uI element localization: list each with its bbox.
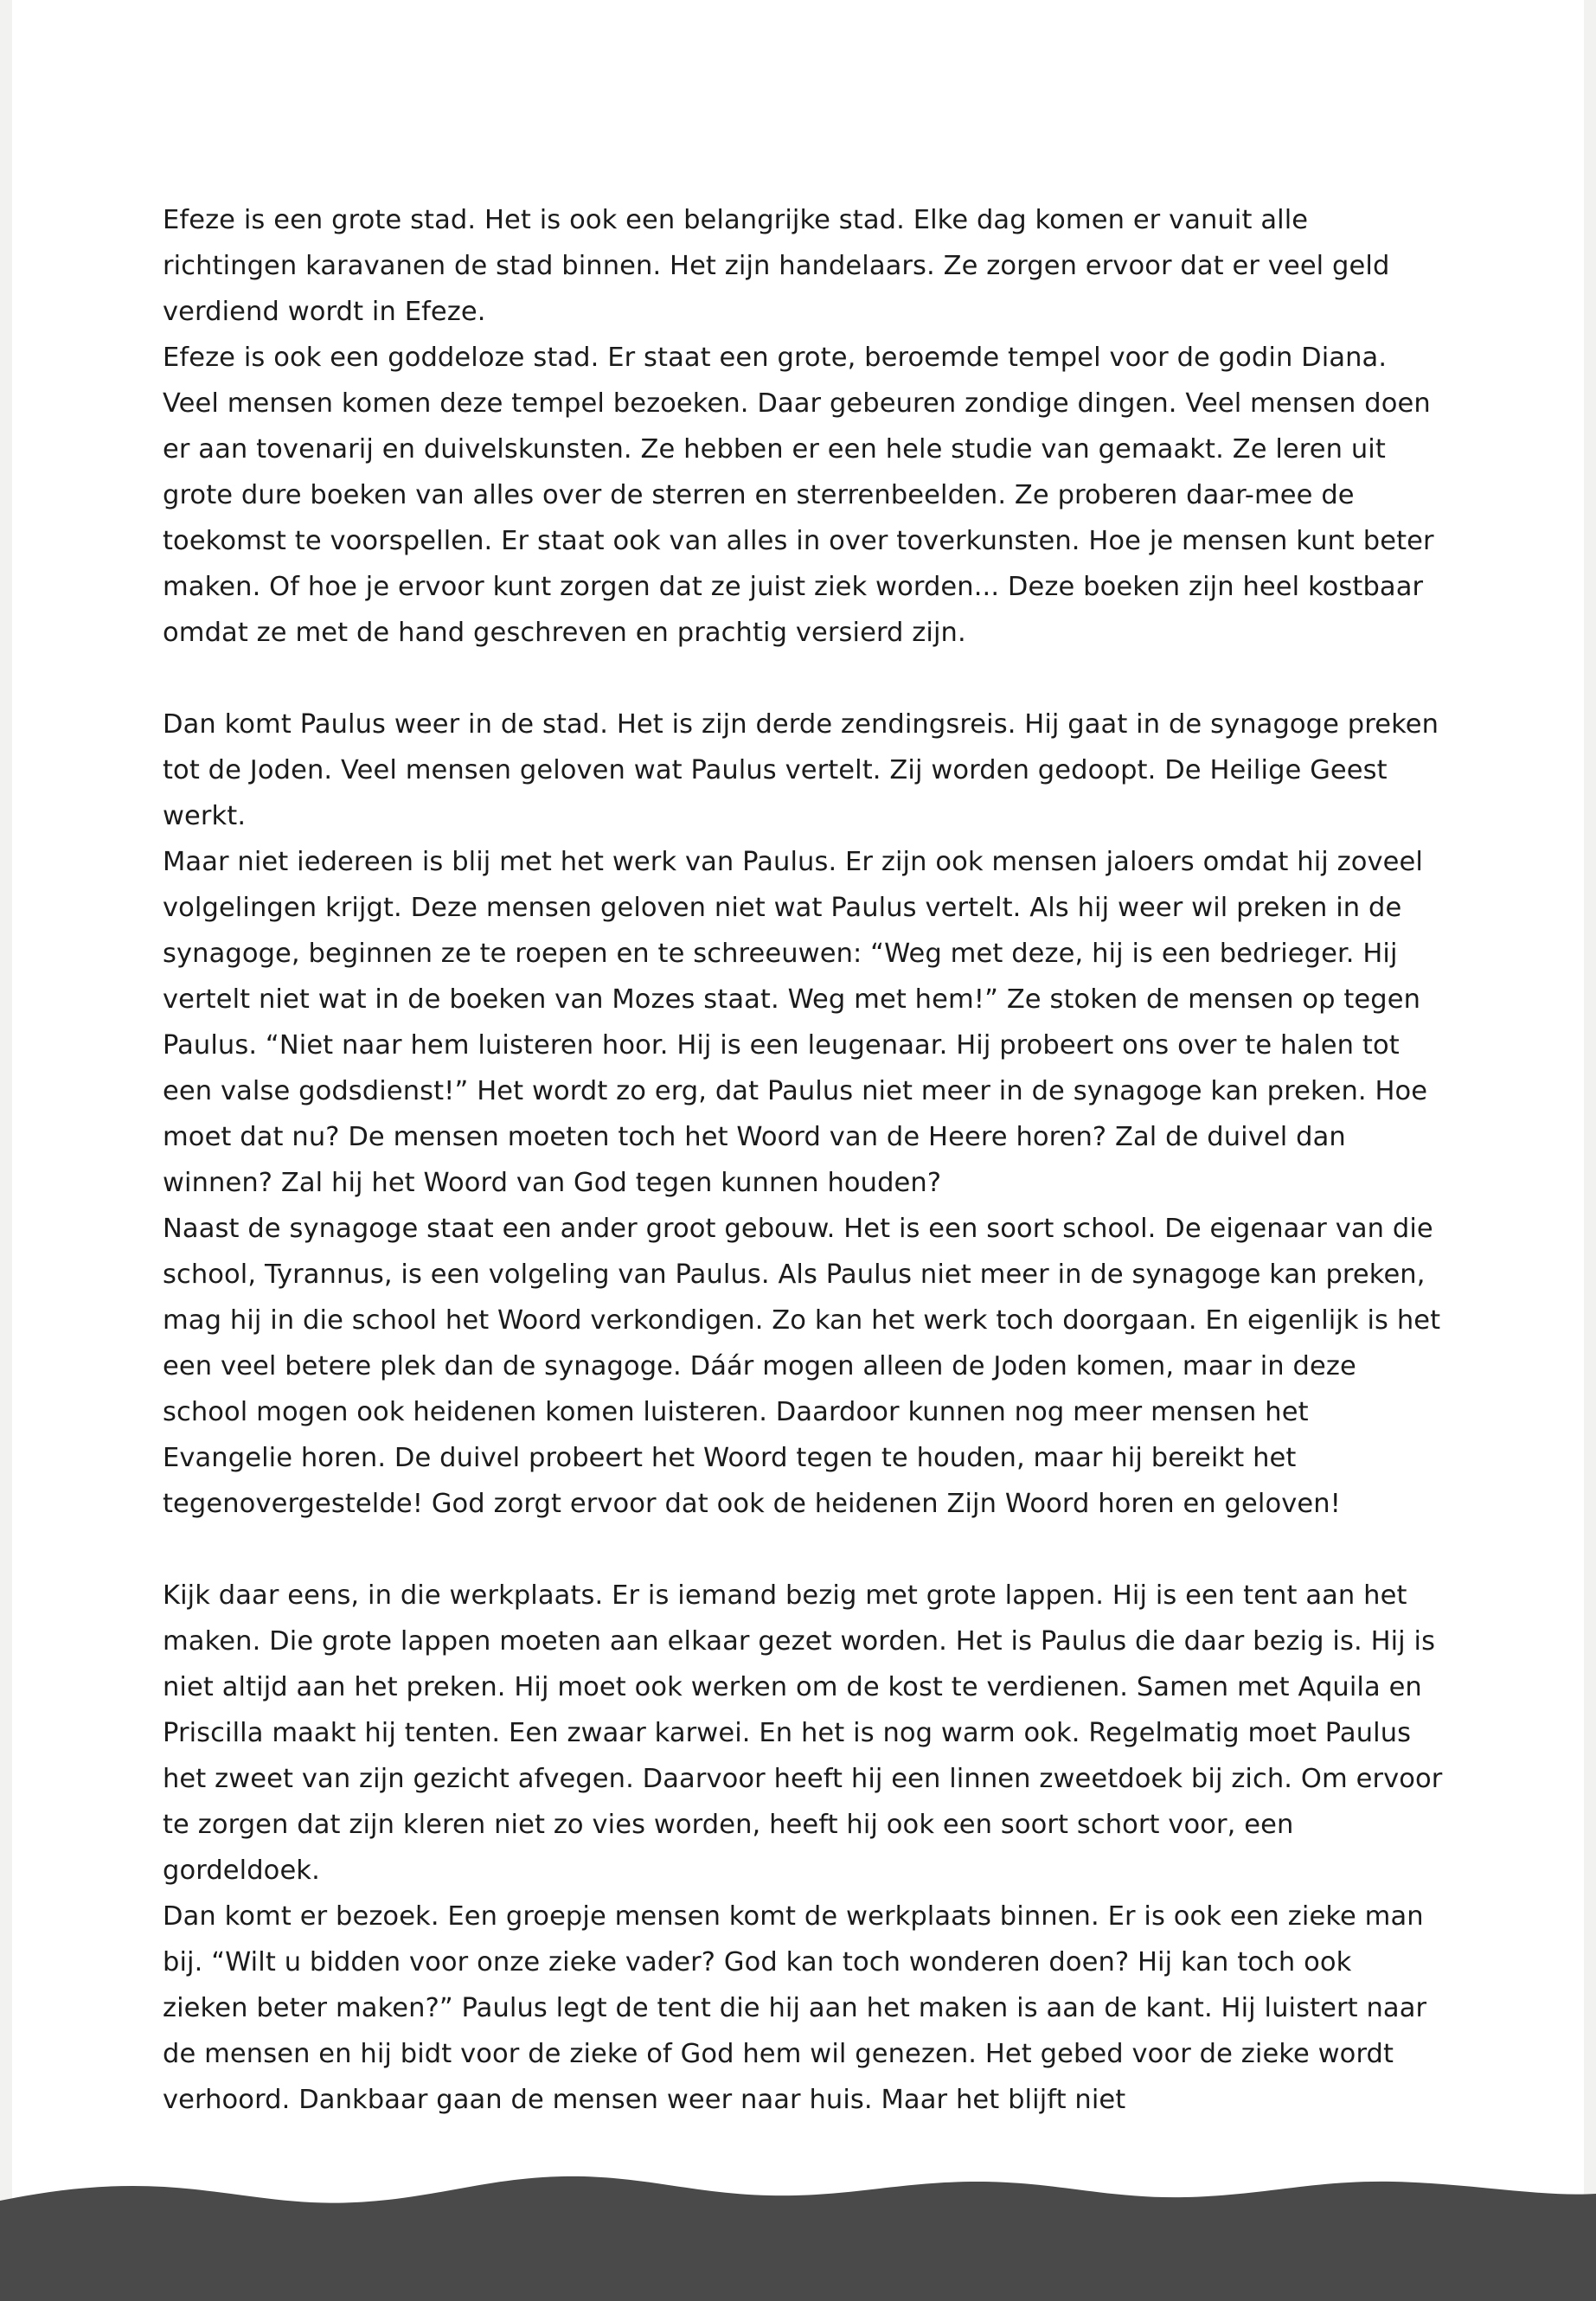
page-edge-right bbox=[1584, 0, 1596, 2301]
paragraph: Dan komt er bezoek. Een groepje mensen komt de werkplaats binnen. Er is ook een zieke man bij. “Wilt u bidden voor onze zieke vader? God kan toch wonderen doen? Hij kan toch ook zieken beter maken?” Paulus legt de tent die hij aan het maken is aan de kant. Hij luistert naar de mensen en hij bidt voor de zieke of God hem wil genezen. Het gebed voor de zieke wordt verhoord. Dankbaar gaan de mensen weer naar huis. Maar het blijft niet bbox=[163, 1901, 1427, 2115]
paragraph: Dan komt Paulus weer in de stad. Het is zijn derde zendingsreis. Hij gaat in de synagoge preken tot de Joden. Veel mensen geloven wat Paulus vertelt. Zij worden gedoopt. De Heilige Geest werkt. bbox=[163, 709, 1439, 831]
page-edge-left bbox=[0, 0, 12, 2301]
footer-band bbox=[0, 2145, 1596, 2301]
paragraph: Kijk daar eens, in die werkplaats. Er is iemand bezig met grote lappen. Hij is een tent aan het maken. Die grote lappen moeten aan elkaar gezet worden. Het is Paulus die daar bezig is. Hij is niet altijd aan het preken. Hij moet ook werken om de kost te verdienen. Samen met Aquila en Priscilla maakt hij tenten. Een zwaar karwei. En het is nog warm ook. Regelmatig moet Paulus het zweet van zijn gezicht afvegen. Daarvoor heeft hij een linnen zweetdoek bij zich. Om ervoor te zorgen dat zijn kleren niet zo vies worden, heeft hij ook een soort schort voor, een gordeldoek. bbox=[163, 1580, 1443, 1886]
paragraph: Efeze is een grote stad. Het is ook een belangrijke stad. Elke dag komen er vanuit alle richtingen karavanen de stad binnen. Het zijn handelaars. Ze zorgen ervoor dat er veel geld verdiend wordt in Efeze. bbox=[163, 205, 1390, 327]
paragraph: Efeze is ook een goddeloze stad. Er staat een grote, beroemde tempel voor de godin Diana. Veel mensen komen deze tempel bezoeken. Daar gebeuren zondige dingen. Veel mensen doen er aan tovenarij en duivelskunsten. Ze hebben er een hele studie van gemaakt. Ze leren uit grote dure boeken van alles over de sterren en sterrenbeelden. Ze proberen daar-mee de toekomst te voorspellen. Er staat ook van alles in over toverkunsten. Hoe je mensen kunt beter maken. Of hoe je ervoor kunt zorgen dat ze juist ziek worden... Deze boeken zijn heel kostbaar omdat ze met de hand geschreven en prachtig versierd zijn. bbox=[163, 343, 1434, 648]
footer-band-shape bbox=[0, 2145, 1596, 2301]
paragraph: Naast de synagoge staat een ander groot gebouw. Het is een soort school. De eigenaar van die school, Tyrannus, is een volgeling van Paulus. Als Paulus niet meer in de synagoge kan preken, mag hij in die school het Woord verkondigen. Zo kan het werk toch doorgaan. En eigenlijk is het een veel betere plek dan de synagoge. Dáár mogen alleen de Joden komen, maar in deze school mogen ook heidenen komen luisteren. Daardoor kunnen nog meer mensen het Evangelie horen. De duivel probeert het Woord tegen te houden, maar hij bereikt het tegenovergestelde! God zorgt ervoor dat ook de heidenen Zijn Woord horen en geloven! bbox=[163, 1214, 1441, 1519]
paragraph: Maar niet iedereen is blij met het werk van Paulus. Er zijn ook mensen jaloers omdat hij zoveel volgelingen krijgt. Deze mensen geloven niet wat Paulus vertelt. Als hij weer wil preken in de synagoge, beginnen ze te roepen en te schreeuwen: “Weg met deze, hij is een bedrieger. Hij vertelt niet wat in de boeken van Mozes staat. Weg met hem!” Ze stoken de mensen op tegen Paulus. “Niet naar hem luisteren hoor. Hij is een leugenaar. Hij probeert ons over te halen tot een valse godsdienst!” Het wordt zo erg, dat Paulus niet meer in de synagoge kan preken. Hoe moet dat nu? De mensen moeten toch het Woord van de Heere horen? Zal de duivel dan winnen? Zal hij het Woord van God tegen kunnen houden? bbox=[163, 847, 1428, 1198]
page-body-text bbox=[163, 197, 1443, 2123]
